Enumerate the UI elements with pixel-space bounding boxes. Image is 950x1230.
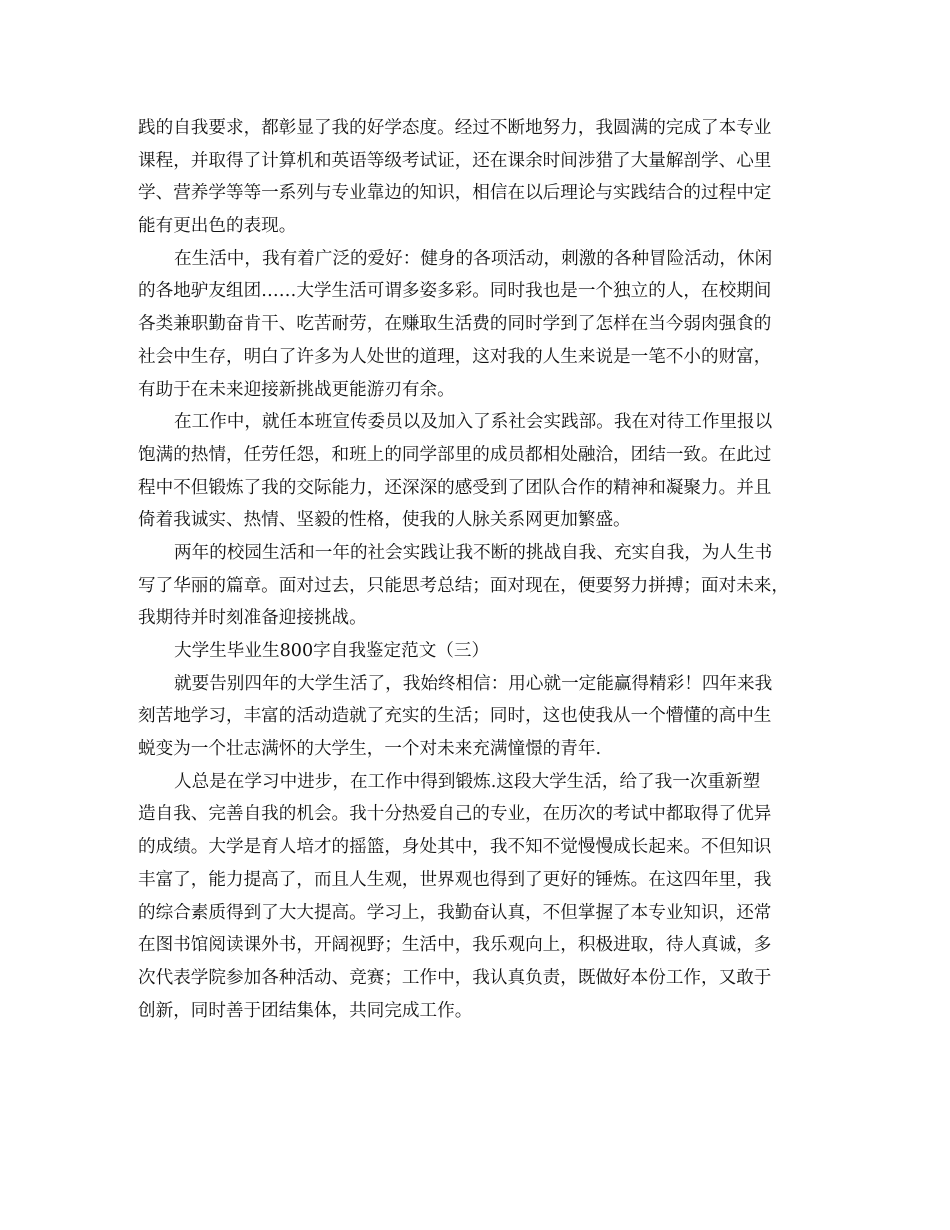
section-heading — [138, 635, 828, 668]
paragraph-work — [138, 406, 828, 537]
text-line: 创新，同时善于团结集体，共同完成工作。 — [138, 1000, 473, 1021]
paragraph-life — [138, 243, 828, 406]
text-line: 能有更出色的表现。 — [138, 216, 297, 237]
text-line: 次代表学院参加各种活动、竞赛；工作中，我认真负责，既做好本份工作，又敢于 — [138, 967, 772, 988]
text-line: 的各地驴友组团……大学生活可谓多姿多彩。同时我也是一个独立的人，在校期间 — [138, 281, 772, 302]
text-line: 倚着我诚实、热情、坚毅的性格，使我的人脉关系网更加繁盛。 — [138, 510, 631, 531]
text-line: 在生活中，我有着广泛的爱好：健身的各项活动，刺激的各种冒险活动，休闲 — [174, 248, 773, 269]
text-line: 丰富了，能力提高了，而且人生观，世界观也得到了更好的锤炼。在这四年里，我 — [138, 869, 772, 890]
text-line: 程中不但锻炼了我的交际能力，还深深的感受到了团队合作的精神和凝聚力。并且 — [138, 477, 772, 498]
text-line: 学、营养学等等一系列与专业靠边的知识，相信在以后理论与实践结合的过程中定 — [138, 183, 772, 204]
document-page — [138, 112, 828, 1027]
text-line: 的成绩。大学是育人培才的摇篮，身处其中，我不知不觉慢慢成长起来。不但知识 — [138, 837, 772, 858]
text-line: 在图书馆阅读课外书，开阔视野；生活中，我乐观向上，积极进取，待人真诚，多 — [138, 935, 772, 956]
text-line: 刻苦地学习，丰富的活动造就了充实的生活；同时，这也使我从一个懵懂的高中生 — [138, 706, 772, 727]
text-line: 造自我、完善自我的机会。我十分热爱自己的专业，在历次的考试中都取得了优异 — [138, 804, 772, 825]
text-line: 在工作中，就任本班宣传委员以及加入了系社会实践部。我在对待工作里报以 — [174, 412, 773, 433]
text-line: 就要告别四年的大学生活了，我始终相信：用心就一定能赢得精彩！四年来我 — [174, 673, 773, 694]
text-line: 写了华丽的篇章。面对过去，只能思考总结；面对现在，便要努力拼搏；面对未来， — [138, 575, 789, 596]
text-line: 人总是在学习中进步，在工作中得到锻炼.这段大学生活，给了我一次重新塑 — [174, 771, 761, 792]
text-line: 践的自我要求，都彰显了我的好学态度。经过不断地努力，我圆满的完成了本专业 — [138, 118, 772, 138]
text-line: 各类兼职勤奋肯干、吃苦耐劳，在赚取生活费的同时学到了怎样在当今弱肉强食的 — [138, 314, 772, 335]
text-line: 有助于在未来迎接新挑战更能游刃有余。 — [138, 379, 455, 400]
paragraph-farewell — [138, 668, 828, 766]
paragraph-summary — [138, 537, 828, 635]
paragraph-study — [138, 112, 828, 243]
text-line: 社会中生存，明白了许多为人处世的道理，这对我的人生来说是一笔不小的财富， — [138, 346, 772, 367]
section-title: 大学生毕业生800字自我鉴定范文（三） — [174, 641, 490, 661]
text-line: 的综合素质得到了大大提高。学习上，我勤奋认真，不但掌握了本专业知识，还常 — [138, 902, 772, 923]
text-line: 蜕变为一个壮志满怀的大学生，一个对未来充满憧憬的青年. — [138, 739, 602, 760]
text-line: 饱满的热情，任劳任怨，和班上的同学部里的成员都相处融洽，团结一致。在此过 — [138, 444, 772, 465]
text-line: 我期待并时刻准备迎接挑战。 — [138, 608, 367, 629]
paragraph-growth — [138, 766, 828, 1028]
text-line: 两年的校园生活和一年的社会实践让我不断的挑战自我、充实自我，为人生书 — [174, 542, 773, 563]
text-line: 课程，并取得了计算机和英语等级考试证，还在课余时间涉猎了大量解剖学、心里 — [138, 150, 772, 171]
